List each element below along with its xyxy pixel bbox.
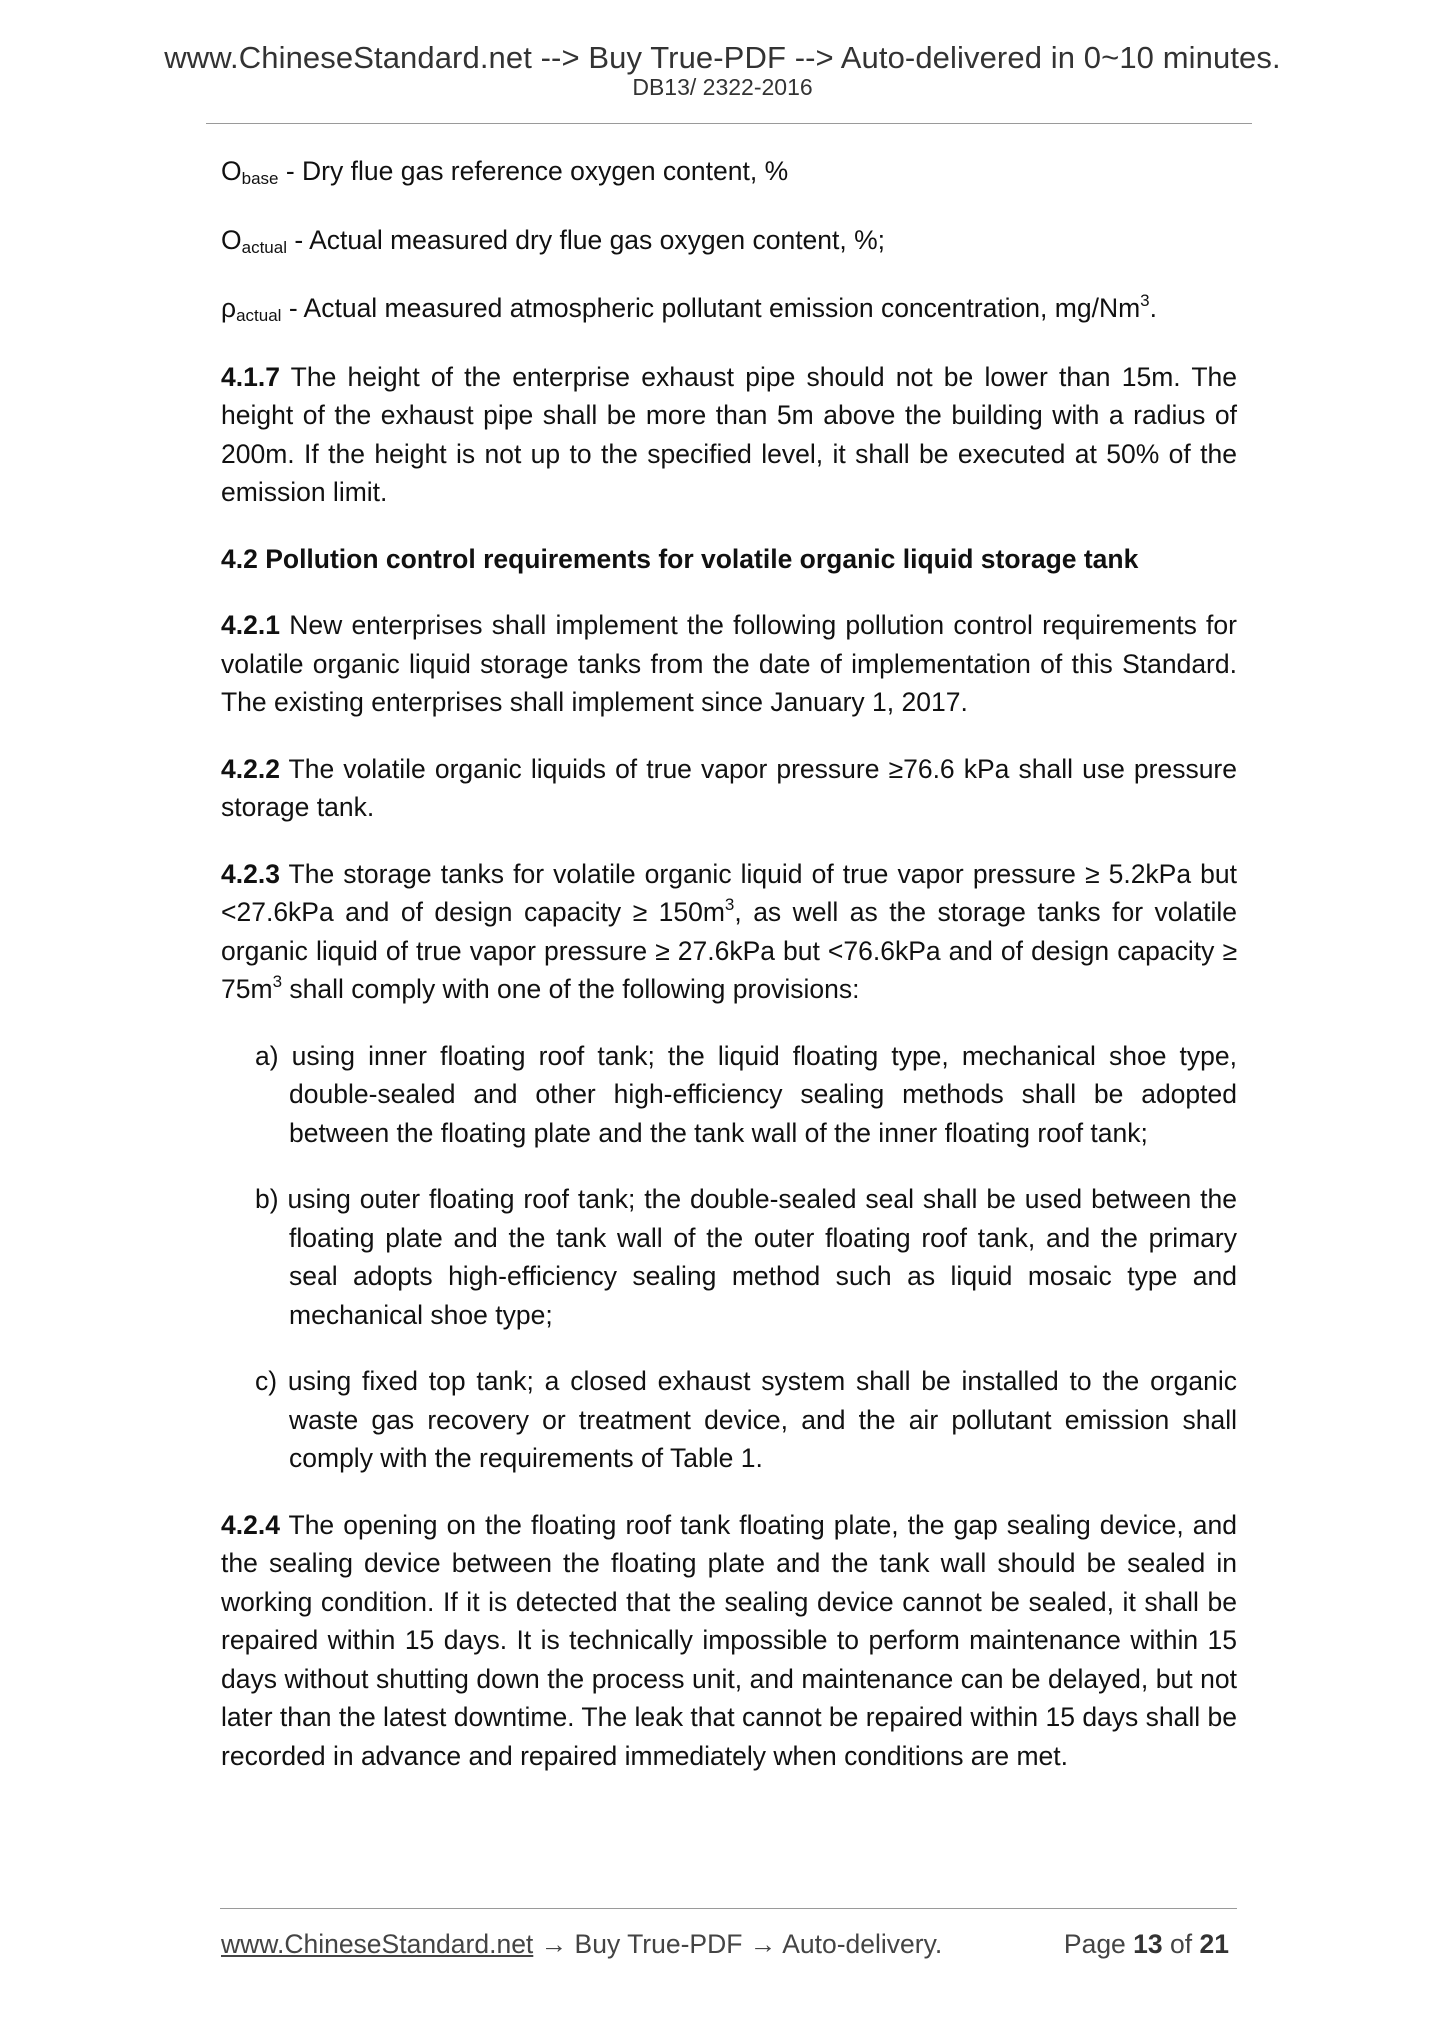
definition-o-actual bbox=[221, 221, 1237, 260]
clause-4-2-1 bbox=[221, 606, 1237, 722]
list-item-a: a) using inner floating roof tank; the liquid floating type, mechanical shoe type, double-sealed and other high-efficiency sealing methods shall be adopted between the floating plate and the tank wall of the inner floating roof tank; bbox=[255, 1040, 1237, 1148]
list-item-b: b) using outer floating roof tank; the double-sealed seal shall be used between the floating plate and the tank wall of the outer floating roof tank, and the primary seal adopts high-efficiency sealing method such as liquid mosaic type and mechanical shoe type; bbox=[255, 1184, 1237, 1330]
clause-text: The storage tanks for volatile organic liquid of true vapor pressure ≥ 5.2kPa but <27.6kPa and of design capacity ≥ 150m bbox=[221, 858, 1237, 927]
clause-text: , as well as the storage tanks for volatile organic liquid of true vapor pressure ≥ 27.6kPa but <76.6kPa and of design capacity ≥ 75m bbox=[221, 897, 1237, 1004]
superscript: 3 bbox=[724, 895, 735, 914]
buy-pdf-text: Buy True-PDF bbox=[574, 1929, 743, 1959]
clause-4-2-2 bbox=[221, 750, 1237, 827]
symbol: O bbox=[221, 156, 242, 186]
document-code: DB13/ 2322-2016 bbox=[632, 74, 813, 100]
arrow-icon: → bbox=[533, 1929, 575, 1959]
clause-4-1-7 bbox=[221, 358, 1237, 512]
clause-text: The height of the enterprise exhaust pipe should not be lower than 15m. The height of the exhaust pipe shall be more than 5m above the building with a radius of 200m. If the height is not up to the specified level, it shall be executed at 50% of the emission limit. bbox=[221, 361, 1237, 507]
total-pages: 21 bbox=[1199, 1929, 1229, 1959]
subscript: actual bbox=[241, 237, 287, 257]
subscript: base bbox=[241, 169, 279, 188]
of-label: of bbox=[1170, 1929, 1193, 1959]
clause-number: 4.2.2 bbox=[221, 753, 280, 784]
site-link[interactable]: www.ChineseStandard.net bbox=[221, 1929, 534, 1959]
page-body bbox=[221, 152, 1237, 1803]
clause-number: 4.2.1 bbox=[221, 610, 280, 640]
page-label: Page bbox=[1063, 1929, 1126, 1959]
definition-o-base bbox=[221, 152, 1237, 191]
clause-number: 4.2.4 bbox=[221, 1509, 280, 1540]
clause-text: New enterprises shall implement the following pollution control requirements for volatile organic liquid storage tanks from the date of implementation of this Standard. The existing enterprises shall implement since January 1, 2017. bbox=[221, 610, 1237, 717]
footer-links bbox=[221, 1928, 942, 1960]
definition-text: - Actual measured atmospheric pollutant emission concentration, mg/Nm bbox=[281, 293, 1141, 323]
superscript: 3 bbox=[272, 972, 283, 991]
definition-tail: . bbox=[1149, 293, 1157, 323]
symbol: O bbox=[221, 224, 242, 255]
site-banner: www.ChineseStandard.net --> Buy True-PDF --> Auto-delivered in 0~10 minutes. bbox=[164, 40, 1281, 75]
clause-text: The opening on the floating roof tank floating plate, the gap sealing device, and the sealing device between the floating plate and the tank wall should be sealed in working condition. If it is detected that the sealing device cannot be sealed, it shall be repaired within 15 days. It is technically impossible to perform maintenance within 15 days without shutting down the process unit, and maintenance can be delayed, but not later than the latest downtime. The leak that cannot be repaired within 15 days shall be recorded in advance and repaired immediately when conditions are met. bbox=[221, 1509, 1237, 1771]
arrow-icon: → bbox=[742, 1929, 783, 1959]
definition-text: - Dry flue gas reference oxygen content, % bbox=[278, 156, 789, 186]
page-indicator bbox=[1064, 1928, 1229, 1960]
clause-number: 4.1.7 bbox=[221, 361, 280, 392]
footer-divider bbox=[220, 1908, 1237, 1909]
subscript: actual bbox=[236, 306, 282, 325]
clause-number: 4.2.3 bbox=[221, 858, 280, 889]
list-item-c: c) using fixed top tank; a closed exhaust system shall be installed to the organic waste gas recovery or treatment device, and the air pollutant emission shall comply with the requirements of Table 1. bbox=[255, 1366, 1237, 1473]
clause-4-2-3 bbox=[221, 855, 1237, 1009]
definition-text: - Actual measured dry flue gas oxygen content, %; bbox=[287, 224, 886, 255]
clause-4-2-4 bbox=[221, 1506, 1237, 1776]
clause-text: The volatile organic liquids of true vapor pressure ≥76.6 kPa shall use pressure storage tank. bbox=[221, 753, 1237, 822]
superscript: 3 bbox=[1140, 291, 1150, 310]
current-page: 13 bbox=[1133, 1929, 1163, 1959]
section-heading-4-2: 4.2 Pollution control requirements for volatile organic liquid storage tank bbox=[221, 543, 1139, 574]
auto-delivery-text: Auto-delivery. bbox=[782, 1929, 943, 1959]
definition-rho-actual bbox=[221, 289, 1237, 328]
header-divider bbox=[206, 123, 1252, 124]
symbol: ρ bbox=[221, 293, 237, 323]
clause-text: shall comply with one of the following provisions: bbox=[282, 974, 860, 1004]
